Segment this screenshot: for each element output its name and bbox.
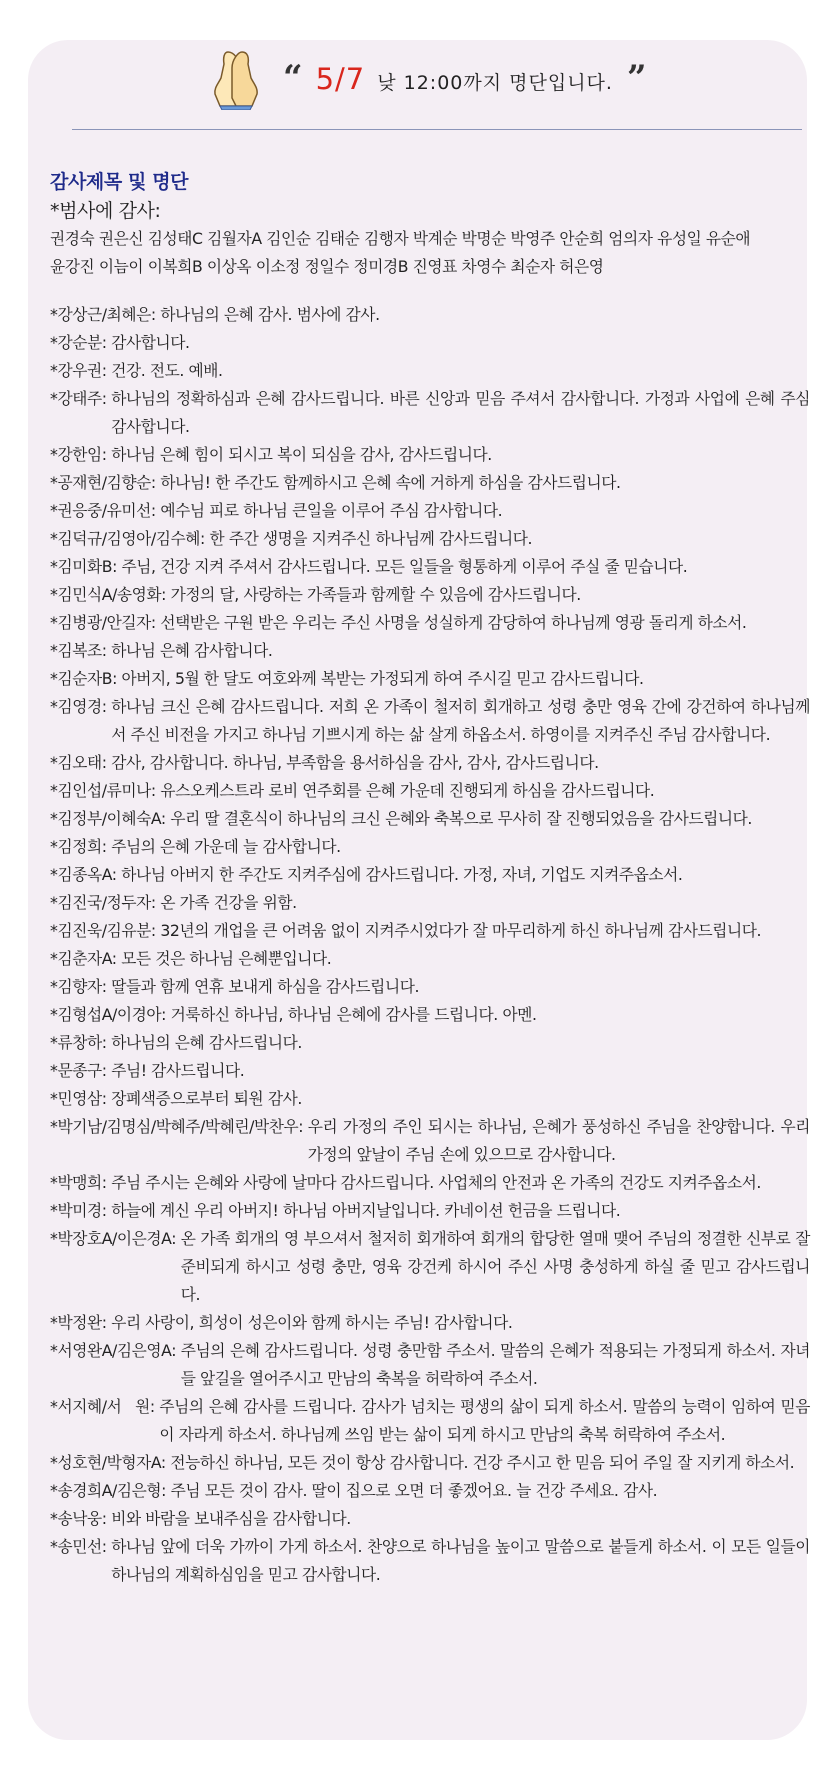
prayer-list-card xyxy=(28,40,810,1740)
entry-name: *김형섭A/이경아: xyxy=(50,1005,171,1024)
entry-text: 주님, 건강 지켜 주셔서 감사드립니다. 모든 일들을 형통하게 이루어 주실 줄 믿습니다. xyxy=(121,557,688,576)
entry-name: *강상근/최혜은: xyxy=(50,305,161,324)
entry-name: *송낙웅: xyxy=(50,1509,112,1528)
entry-name: *박기남/김명심/박혜주/박혜린/박찬우: xyxy=(50,1117,308,1136)
entry-name: *김진욱/김유분: xyxy=(50,921,161,940)
entry-name: *문종구: xyxy=(50,1061,112,1080)
entry-text: 하나님 은혜 감사합니다. xyxy=(111,641,273,660)
entry-name: *김민식A/송영화: xyxy=(50,585,171,604)
entry-name: *공재현/김향순: xyxy=(50,473,161,492)
entry-name: *김종옥A: xyxy=(50,865,122,884)
prayer-entry xyxy=(50,917,810,945)
entry-text: 하나님의 은혜 감사. 범사에 감사. xyxy=(160,305,380,324)
entry-text: 주님 주시는 은혜와 사랑에 날마다 감사드립니다. 사업체의 안전과 온 가족의 건강도 지켜주옵소서. xyxy=(111,1173,761,1192)
entry-text: 주님! 감사드립니다. xyxy=(111,1061,245,1080)
entry-name: *성호현/박형자A: xyxy=(50,1453,171,1472)
entry-text: 주님의 은혜 감사를 드립니다. 감사가 넘치는 평생의 삶이 되게 하소서. 말씀의 능력이 임하여 믿음이 자라게 하소서. 하나님께 쓰임 받는 삶이 되게 하시고 만남의 축복 허락하여 주소서. xyxy=(159,1397,810,1444)
entry-text: 온 가족 회개의 영 부으셔서 철저히 회개하여 회개의 합당한 열매 맺어 주님의 정결한 신부로 잘 준비되게 하시고 성령 충만, 영육 강건케 하시어 주신 사명 충성하게 하실 줄 믿고 감사드립니다. xyxy=(180,1229,810,1304)
entry-text: 하나님 크신 은혜 감사드립니다. 저희 온 가족이 철저히 회개하고 성령 충만 영육 간에 강건하여 하나님께서 주신 비전을 가지고 하나님 기쁘시게 하는 삶 살게 하옵소서. 하영이를 지켜주신 주님 감사합니다. xyxy=(111,697,810,744)
prayer-entry xyxy=(50,693,810,749)
entry-name: *박미경: xyxy=(50,1201,112,1220)
entry-text: 하나님의 은혜 감사드립니다. xyxy=(111,1033,302,1052)
prayer-entry xyxy=(50,637,810,665)
prayer-entry xyxy=(50,469,810,497)
entry-text: 유스오케스트라 로비 연주회를 은혜 가운데 진행되게 하심을 감사드립니다. xyxy=(160,781,655,800)
entry-name: *류창하: xyxy=(50,1033,112,1052)
entry-name: *민영삼: xyxy=(50,1089,112,1108)
notice-header xyxy=(28,40,807,135)
entry-name: *김정희: xyxy=(50,837,112,856)
prayer-entry xyxy=(50,1393,810,1449)
entry-text: 선택받은 구원 받은 우리는 주신 사명을 성실하게 감당하여 하나님께 영광 돌리게 하소서. xyxy=(160,613,747,632)
prayer-entry xyxy=(50,441,810,469)
entry-name: *김인섭/류미나: xyxy=(50,781,161,800)
entry-name: *김병광/안길자: xyxy=(50,613,161,632)
entry-name: *송경희A/김은형: xyxy=(50,1481,171,1500)
prayer-entry xyxy=(50,497,810,525)
entry-name: *김춘자A: xyxy=(50,949,122,968)
entry-text: 주님 모든 것이 감사. 딸이 집으로 오면 더 좋겠어요. 늘 건강 주세요. 감사. xyxy=(170,1481,658,1500)
prayer-entry xyxy=(50,1085,810,1113)
entry-name: *서지혜/서 원: xyxy=(50,1397,160,1416)
prayer-entry xyxy=(50,1001,810,1029)
prayer-entry xyxy=(50,1225,810,1309)
prayer-entry xyxy=(50,581,810,609)
general-thanks-heading: *범사에 감사: xyxy=(50,200,161,222)
prayer-entry xyxy=(50,301,810,329)
close-quote: ” xyxy=(626,58,648,98)
entry-name: *강순분: xyxy=(50,333,112,352)
prayer-entry xyxy=(50,329,810,357)
entry-text: 감사, 감사합니다. 하나님, 부족함을 용서하심을 감사, 감사, 감사드립니다. xyxy=(111,753,599,772)
entry-name: *권응중/유미선: xyxy=(50,501,161,520)
entry-name: *강태주: xyxy=(50,389,112,408)
entry-name: *김순자B: xyxy=(50,669,122,688)
entry-text: 하나님 앞에 더욱 가까이 가게 하소서. 찬양으로 하나님을 높이고 말씀으로 붙들게 하소서. 이 모든 일들이 하나님의 계획하심임을 믿고 감사합니다. xyxy=(111,1537,810,1584)
prayer-entry xyxy=(50,1029,810,1057)
entry-text: 감사합니다. xyxy=(111,333,190,352)
entry-name: *박정완: xyxy=(50,1313,112,1332)
entry-name: *강우권: xyxy=(50,361,112,380)
open-quote: “ xyxy=(283,58,304,98)
prayer-entries-list xyxy=(50,301,810,1589)
entry-name: *김오태: xyxy=(50,753,112,772)
notice-line xyxy=(283,58,648,98)
entry-name: *김영경: xyxy=(50,697,112,716)
entry-text: 하나님 은혜 힘이 되시고 복이 되심을 감사, 감사드립니다. xyxy=(111,445,492,464)
entry-text: 주님의 은혜 감사드립니다. 성령 충만함 주소서. 말씀의 은혜가 적용되는 가정되게 하소서. 자녀들 앞길을 열어주시고 만남의 축복을 허락하여 주소서. xyxy=(180,1341,810,1388)
prayer-entry xyxy=(50,1057,810,1085)
prayer-entry xyxy=(50,1113,810,1169)
prayer-entry xyxy=(50,1337,810,1393)
entry-text: 장폐색증으로부터 퇴원 감사. xyxy=(111,1089,302,1108)
header-divider xyxy=(72,129,802,130)
praying-hands-icon xyxy=(206,48,266,110)
entry-text: 비와 바람을 보내주심을 감사합니다. xyxy=(111,1509,351,1528)
prayer-entry xyxy=(50,1533,810,1589)
entry-text: 한 주간 생명을 지켜주신 하나님께 감사드립니다. xyxy=(209,529,533,548)
prayer-entry xyxy=(50,609,810,637)
entry-text: 딸들과 함께 연휴 보내게 하심을 감사드립니다. xyxy=(111,977,420,996)
prayer-entry xyxy=(50,973,810,1001)
prayer-entry xyxy=(50,1477,810,1505)
entry-name: *박장호A/이은경A: xyxy=(50,1229,181,1248)
prayer-entry xyxy=(50,1449,810,1477)
entry-text: 하나님의 정확하심과 은혜 감사드립니다. 바른 신앙과 믿음 주셔서 감사합니다. 가정과 사업에 은혜 주심 감사합니다. xyxy=(111,389,810,436)
entry-name: *김미화B: xyxy=(50,557,122,576)
entry-text: 하늘에 계신 우리 아버지! 하나님 아버지날입니다. 카네이션 헌금을 드립니다. xyxy=(111,1201,621,1220)
entry-text: 온 가족 건강을 위함. xyxy=(160,893,297,912)
prayer-entry xyxy=(50,385,810,441)
entry-text: 하나님 아버지 한 주간도 지켜주심에 감사드립니다. 가정, 자녀, 기업도 지켜주옵소서. xyxy=(121,865,683,884)
section-title: 감사제목 및 명단 xyxy=(50,171,189,193)
entry-name: *송민선: xyxy=(50,1537,112,1556)
prayer-entry xyxy=(50,665,810,693)
entry-text: 아버지, 5월 한 달도 여호와께 복받는 가정되게 하여 주시길 믿고 감사드립니다. xyxy=(121,669,644,688)
prayer-entry xyxy=(50,1169,810,1197)
entry-text: 모든 것은 하나님 은혜뿐입니다. xyxy=(121,949,332,968)
entry-text: 우리 딸 결혼식이 하나님의 크신 은혜와 축복으로 무사히 잘 진행되었음을 감사드립니다. xyxy=(170,809,752,828)
entry-text: 건강. 전도. 예배. xyxy=(111,361,223,380)
prayer-entry xyxy=(50,777,810,805)
entry-name: *서영완A/김은영A: xyxy=(50,1341,181,1360)
entry-text: 전능하신 하나님, 모든 것이 항상 감사합니다. 건강 주시고 한 믿음 되어 주일 잘 지키게 하소서. xyxy=(170,1453,795,1472)
deadline-text: 낮 12:00까지 명단입니다. xyxy=(377,72,613,94)
entry-name: *김덕규/김영아/김수혜: xyxy=(50,529,210,548)
entry-text: 가정의 달, 사랑하는 가족들과 함께할 수 있음에 감사드립니다. xyxy=(170,585,581,604)
prayer-entry xyxy=(50,833,810,861)
entry-text: 거룩하신 하나님, 하나님 은혜에 감사를 드립니다. 아멘. xyxy=(170,1005,537,1024)
prayer-entry xyxy=(50,553,810,581)
entry-name: *김정부/이혜숙A: xyxy=(50,809,171,828)
prayer-entry xyxy=(50,1505,810,1533)
entry-text: 하나님! 한 주간도 함께하시고 은혜 속에 거하게 하심을 감사드립니다. xyxy=(160,473,621,492)
general-names-line: 윤강진 이늠이 이복희B 이상옥 이소정 정일수 정미경B 진영표 차영수 최순자 허은영 xyxy=(50,257,604,276)
prayer-entry xyxy=(50,1309,810,1337)
prayer-entry xyxy=(50,525,810,553)
entry-text: 예수님 피로 하나님 큰일을 이루어 주심 감사합니다. xyxy=(160,501,503,520)
prayer-entry xyxy=(50,889,810,917)
deadline-date: 5/7 xyxy=(315,62,366,96)
entry-text: 우리 사랑이, 희성이 성은이와 함께 하시는 주님! 감사합니다. xyxy=(111,1313,513,1332)
entry-name: *강한임: xyxy=(50,445,112,464)
entry-name: *김복조: xyxy=(50,641,112,660)
entry-text: 32년의 개업을 큰 어려움 없이 지켜주시었다가 잘 마무리하게 하신 하나님께 감사드립니다. xyxy=(160,921,762,940)
prayer-entry xyxy=(50,749,810,777)
prayer-entry xyxy=(50,805,810,833)
entry-name: *박맹희: xyxy=(50,1173,112,1192)
prayer-entry xyxy=(50,1197,810,1225)
prayer-content xyxy=(50,167,810,1589)
prayer-entry xyxy=(50,861,810,889)
entry-name: *김향자: xyxy=(50,977,112,996)
entry-name: *김진국/정두자: xyxy=(50,893,161,912)
prayer-entry xyxy=(50,945,810,973)
prayer-entry xyxy=(50,357,810,385)
entry-text: 우리 가정의 주인 되시는 하나님, 은혜가 풍성하신 주님을 찬양합니다. 우리 가정의 앞날이 주님 손에 있으므로 감사합니다. xyxy=(307,1117,810,1164)
entry-text: 주님의 은혜 가운데 늘 감사합니다. xyxy=(111,837,341,856)
general-names-line: 권경숙 권은신 김성태C 김월자A 김인순 김태순 김행자 박계순 박명순 박영주 안순희 엄의자 유성일 유순애 xyxy=(50,229,751,248)
spacer xyxy=(50,281,810,301)
